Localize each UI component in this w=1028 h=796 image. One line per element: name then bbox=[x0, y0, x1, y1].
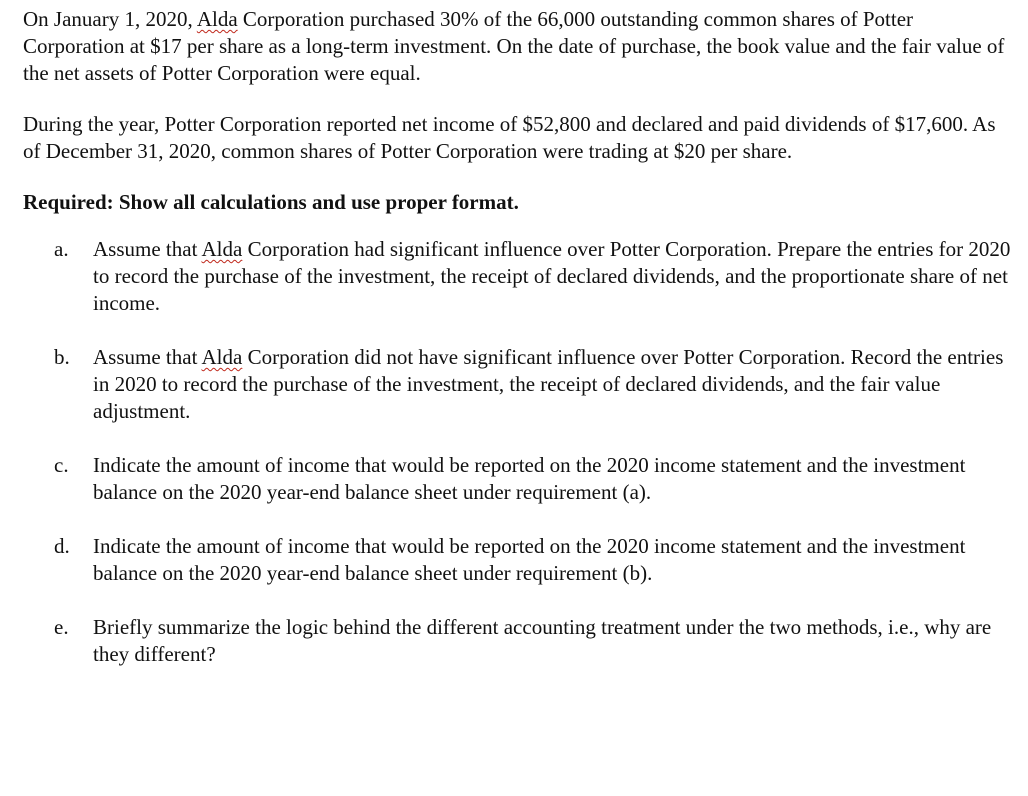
item-marker-b: b. bbox=[54, 345, 70, 369]
requirement-b-prefix: Assume that bbox=[93, 345, 202, 369]
requirement-a bbox=[23, 236, 1013, 317]
intro-p1-prefix: On January 1, 2020, bbox=[23, 7, 197, 31]
requirement-e bbox=[23, 614, 1013, 668]
misspelled-word-alda: Alda bbox=[201, 237, 243, 261]
requirement-b bbox=[23, 344, 1013, 425]
intro-p1-suffix: Corporation purchased 30% of the 66,000 outstanding common shares of Potter Corporation at $17 per share as a long-term investment. On the date of purchase, the book value and the fair value of the net assets of Potter Corporation were equal. bbox=[23, 7, 1005, 85]
requirement-b-suffix: Corporation did not have significant influence over Potter Corporation. Record the entries in 2020 to record the purchase of the investment, the receipt of declared dividends, and the fair value adjustment. bbox=[93, 345, 1004, 423]
item-marker-c: c. bbox=[54, 453, 69, 477]
required-heading: Required: Show all calculations and use proper format. bbox=[23, 190, 519, 214]
item-marker-d: d. bbox=[54, 534, 70, 558]
requirement-d-text: Indicate the amount of income that would be reported on the 2020 income statement and the investment balance on the 2020 year-end balance sheet under requirement (b). bbox=[93, 534, 966, 585]
requirement-c-text: Indicate the amount of income that would be reported on the 2020 income statement and the investment balance on the 2020 year-end balance sheet under requirement (a). bbox=[93, 453, 966, 504]
misspelled-word-alda: Alda bbox=[201, 345, 243, 369]
requirement-a-prefix: Assume that bbox=[93, 237, 202, 261]
intro-paragraph-1 bbox=[23, 6, 1013, 87]
intro-paragraph-2: During the year, Potter Corporation reported net income of $52,800 and declared and paid dividends of $17,600. As of December 31, 2020, common shares of Potter Corporation were trading at $20 per share. bbox=[23, 112, 996, 163]
item-marker-e: e. bbox=[54, 615, 69, 639]
item-marker-a: a. bbox=[54, 237, 69, 261]
document-body bbox=[23, 6, 1013, 695]
requirement-d bbox=[23, 533, 1013, 587]
requirements-list bbox=[23, 236, 1013, 668]
requirement-c bbox=[23, 452, 1013, 506]
misspelled-word-alda: Alda bbox=[196, 7, 238, 31]
requirement-a-suffix: Corporation had significant influence over Potter Corporation. Prepare the entries for 2020 to record the purchase of the investment, the receipt of declared dividends, and the proportionate share of net income. bbox=[93, 237, 1011, 315]
requirement-e-text: Briefly summarize the logic behind the different accounting treatment under the two methods, i.e., why are they different? bbox=[93, 615, 992, 666]
